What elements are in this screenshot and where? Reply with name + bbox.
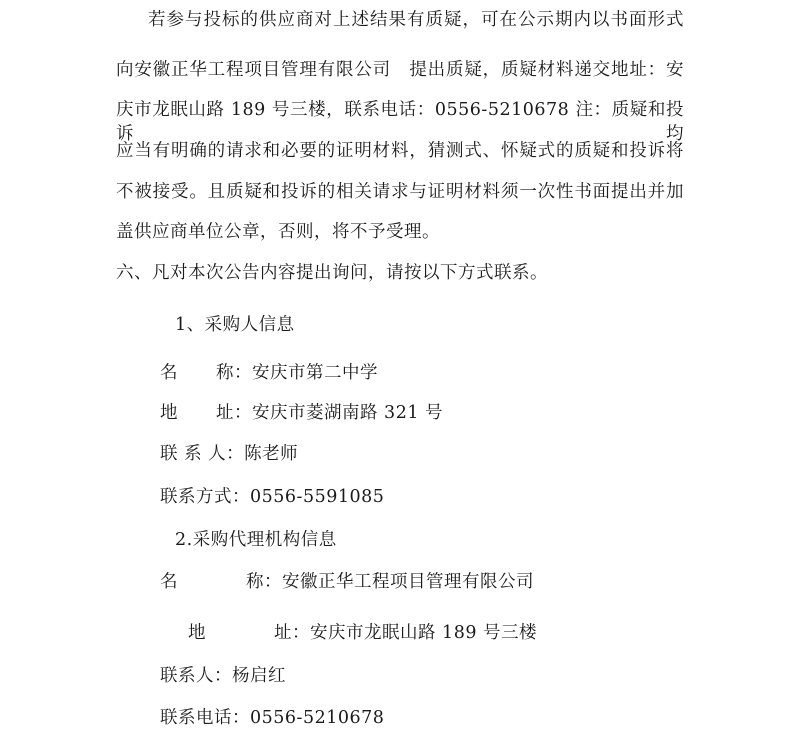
- purchaser-name-label-2: 称：: [216, 363, 252, 383]
- purchaser-name-value: 安庆市第二中学: [252, 363, 378, 383]
- paragraph-line-5: 不被接受。且质疑和投诉的相关请求与证明材料须一次性书面提出并加: [116, 182, 684, 202]
- paragraph-line-2: 向安徽正华工程项目管理有限公司 提出质疑，质疑材料递交地址：安: [116, 60, 684, 80]
- purchaser-contact-value: 陈老师: [244, 444, 299, 464]
- agency-name-value: 安徽正华工程项目管理有限公司: [282, 572, 534, 592]
- agency-phone-row: [160, 706, 384, 730]
- purchaser-method-label: 联系方式：: [160, 487, 250, 507]
- agency-contact-label: 联系人：: [160, 666, 232, 686]
- agency-address-value: 安庆市龙眠山路 189 号三楼: [310, 623, 538, 643]
- agency-address-row: [188, 621, 537, 645]
- purchaser-name-row: [160, 361, 378, 385]
- agency-phone-label: 联系电话：: [160, 708, 250, 728]
- purchaser-address-row: [160, 401, 443, 425]
- section-6-heading: 六、凡对本次公告内容提出询问，请按以下方式联系。: [116, 263, 548, 283]
- paragraph-line-3: 庆市龙眠山路 189 号三楼，联系电话：0556-5210678 注：质疑和投诉均: [116, 100, 684, 144]
- purchaser-contact-row: [160, 442, 298, 466]
- agency-phone-value: 0556-5210678: [250, 708, 385, 728]
- agency-heading: 2.采购代理机构信息: [175, 530, 337, 550]
- purchaser-contact-label: 联 系 人：: [160, 444, 245, 464]
- purchaser-address-label-1: 地: [160, 403, 178, 423]
- agency-name-label-2: 称：: [246, 572, 282, 592]
- paragraph-line-1: 若参与投标的供应商对上述结果有质疑，可在公示期内以书面形式: [148, 10, 684, 30]
- purchaser-address-label-2: 址：: [216, 403, 252, 423]
- agency-contact-row: [160, 664, 286, 688]
- paragraph-line-6: 盖供应商单位公章，否则，将不予受理。: [116, 222, 440, 242]
- paragraph-line-4: 应当有明确的请求和必要的证明材料，猜测式、怀疑式的质疑和投诉将: [116, 141, 684, 161]
- purchaser-name-label-1: 名: [160, 363, 178, 383]
- agency-contact-value: 杨启红: [232, 666, 286, 686]
- purchaser-address-value: 安庆市菱湖南路 321 号: [252, 403, 444, 423]
- agency-address-label-1: 地: [188, 623, 206, 643]
- purchaser-method-value: 0556-5591085: [250, 487, 385, 507]
- agency-name-label-1: 名: [160, 572, 178, 592]
- agency-address-label-2: 址：: [274, 623, 310, 643]
- agency-name-row: [160, 570, 534, 594]
- purchaser-heading: 1、采购人信息: [175, 315, 295, 335]
- purchaser-method-row: [160, 485, 384, 509]
